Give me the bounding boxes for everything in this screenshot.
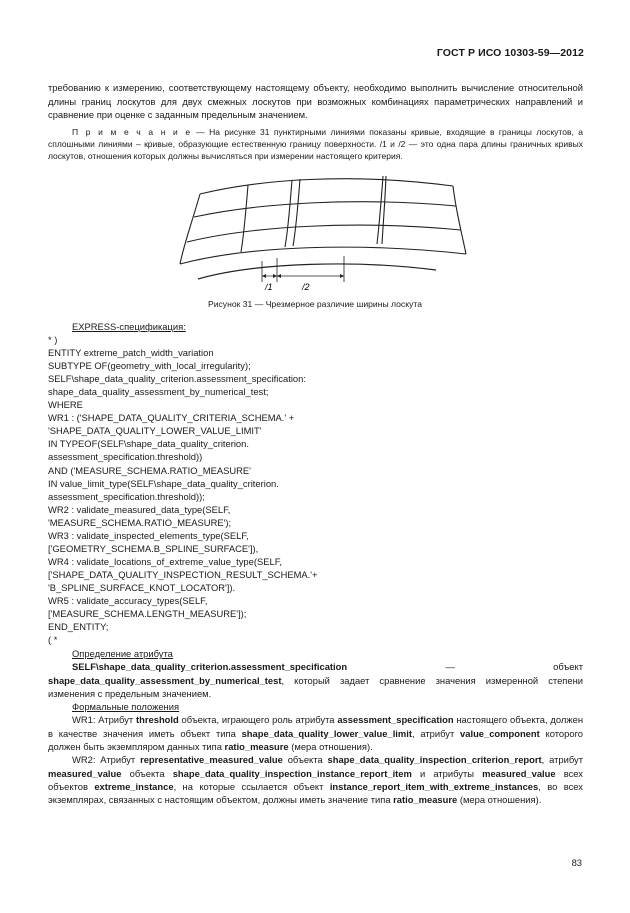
text-run: объекта — [282, 754, 328, 766]
text-run: (мера отношения). — [457, 794, 542, 806]
patch-curve-v3 — [293, 179, 300, 246]
bold-term: shape_data_quality_assessment_by_numerical_test — [48, 674, 282, 686]
express-line: * ) — [48, 334, 58, 346]
note-paragraph — [48, 126, 583, 163]
text-run: настоящего объекта, должен в качестве значения иметь объект типа — [48, 714, 583, 739]
text-run: , во всех экземплярах, связанных с настоящим объектом, должны иметь значение типа — [48, 780, 583, 806]
express-line: WR5 : validate_accuracy_types(SELF, — [48, 594, 208, 606]
express-line: SELF\shape_data_quality_criterion.assessment_specification: — [48, 373, 306, 385]
express-line: WR2 : validate_measured_data_type(SELF, — [48, 503, 231, 515]
express-line: 'B_SPLINE_SURFACE_KNOT_LOCATOR']). — [48, 581, 236, 593]
express-line: 'MEASURE_SCHEMA.RATIO_MEASURE'); — [48, 516, 232, 528]
label-l1: /1 — [265, 282, 273, 292]
bold-term: shape_data_quality_lower_value_limit — [241, 727, 412, 739]
express-line: END_ENTITY; — [48, 621, 109, 633]
text-run: всех объектов — [48, 767, 583, 792]
bold-term: shape_data_quality_inspection_criterion_report — [327, 754, 542, 766]
express-line: SUBTYPE OF(geometry_with_local_irregularity); — [48, 360, 251, 372]
express-line: ENTITY extreme_patch_width_variation — [48, 347, 214, 359]
patch-curve-v2 — [285, 180, 292, 247]
text-run: объекта — [121, 767, 173, 779]
patch-curve-h2 — [187, 225, 461, 242]
bold-term: assessment_specification — [337, 714, 454, 726]
bold-term: threshold — [136, 714, 179, 726]
express-line: assessment_specification.threshold)) — [48, 451, 203, 463]
wr1-paragraph — [48, 713, 583, 753]
express-line: shape_data_quality_assessment_by_numerical_test; — [48, 386, 269, 398]
express-line: WR3 : validate_inspected_elements_type(SELF, — [48, 529, 249, 541]
surface-right-boundary — [453, 186, 466, 254]
express-line: AND ('MEASURE_SCHEMA.RATIO_MEASURE' — [48, 464, 251, 476]
bold-term: representative_measured_value — [140, 754, 283, 766]
text-run: , атрибут — [411, 727, 461, 739]
express-line: assessment_specification.threshold)); — [48, 490, 205, 502]
surface-top-boundary — [200, 179, 453, 194]
note-label: П р и м е ч а н и е — [72, 126, 192, 137]
text-run: которого должен быть экземпляром данных типа — [48, 727, 583, 753]
express-line: ['MEASURE_SCHEMA.LENGTH_MEASURE']); — [48, 608, 247, 620]
text-run: и атрибуты — [411, 767, 483, 779]
express-line: ['SHAPE_DATA_QUALITY_INSPECTION_RESULT_SCHEMA.'+ — [48, 568, 318, 580]
text-run: — объект — [347, 661, 583, 673]
intro-paragraph: требованию к измерению, соответствующему настоящему объекту, необходимо выполнить вычисление относительной длины границ лоскутов для двух смежных лоскутов при возможных комбинациях параметрических направлений и сравнение при оценке с заданным предельным значением. — [48, 82, 583, 121]
bold-term: shape_data_quality_inspection_instance_report_item — [172, 767, 412, 779]
patch-curve-h1 — [194, 202, 456, 217]
bold-term: ratio_measure — [393, 794, 458, 806]
note-text: — На рисунке 31 пунктирными линиями показаны кривые, входящие в границы лоскутов, а сплошными линиями – кривые, образующие естественную границу поверхности. /1 и /2 — это одна пара длины граничных кривых лоскутов, отношения которых должны вычисляться при измерении настоящего критерия. — [48, 126, 583, 162]
express-line: WR1 : ('SHAPE_DATA_QUALITY_CRITERIA_SCHEMA.' + — [48, 412, 295, 424]
page-number: 83 — [571, 857, 582, 868]
patch-curve-v1 — [241, 185, 248, 252]
bold-term: ratio_measure — [224, 741, 289, 753]
text-run: , на которые ссылается объект — [173, 780, 330, 792]
attribute-section — [48, 647, 583, 807]
surface-left-boundary — [180, 194, 200, 264]
intro-section — [48, 81, 583, 162]
formal-propositions-heading: Формальные положения — [72, 701, 180, 713]
text-run: объекта, играющего роль атрибута — [178, 714, 338, 726]
figure-31-surface-diagram — [178, 172, 468, 300]
text-run: , который задает сравнение значения измеренной степени изменения с предельным значением. — [48, 674, 583, 699]
express-heading: EXPRESS-спецификация: — [72, 321, 186, 332]
express-line: ( * — [48, 634, 58, 646]
express-line: 'SHAPE_DATA_QUALITY_LOWER_VALUE_LIMIT' — [48, 425, 262, 437]
text-run: , атрибут — [541, 754, 583, 766]
figure-caption: Рисунок 31 — Чрезмерное различие ширины лоскута — [207, 299, 423, 309]
bold-term: measured_value — [48, 767, 122, 779]
document-header: ГОСТ Р ИСО 10303-59—2012 — [436, 47, 584, 59]
text-run: WR2: Атрибут — [72, 754, 141, 766]
bold-term: extreme_instance — [94, 780, 174, 792]
label-l2: /2 — [302, 282, 310, 292]
bold-term: instance_report_item_with_extreme_instances — [329, 780, 539, 792]
bold-term: SELF\shape_data_quality_criterion.assessment_specification — [72, 661, 348, 673]
bold-term: value_component — [460, 727, 540, 739]
express-line: WR4 : validate_locations_of_extreme_value_type(SELF, — [48, 555, 282, 567]
bold-term: measured_value — [482, 767, 556, 779]
attribute-definition-heading: Определение атрибута — [72, 648, 173, 659]
wr2-paragraph — [48, 753, 583, 806]
express-specification — [48, 320, 588, 646]
express-line: IN TYPEOF(SELF\shape_data_quality_criterion. — [48, 438, 249, 450]
surface-bottom-boundary — [180, 247, 466, 264]
attribute-definition-paragraph — [48, 660, 583, 700]
express-line: WHERE — [48, 399, 83, 411]
express-line: ['GEOMETRY_SCHEMA.B_SPLINE_SURFACE']), — [48, 542, 259, 554]
text-run: WR1: Атрибут — [72, 714, 137, 726]
text-run: (мера отношения). — [288, 741, 373, 753]
reference-curve — [198, 264, 436, 279]
express-line: IN value_limit_type(SELF\shape_data_quality_criterion. — [48, 477, 279, 489]
